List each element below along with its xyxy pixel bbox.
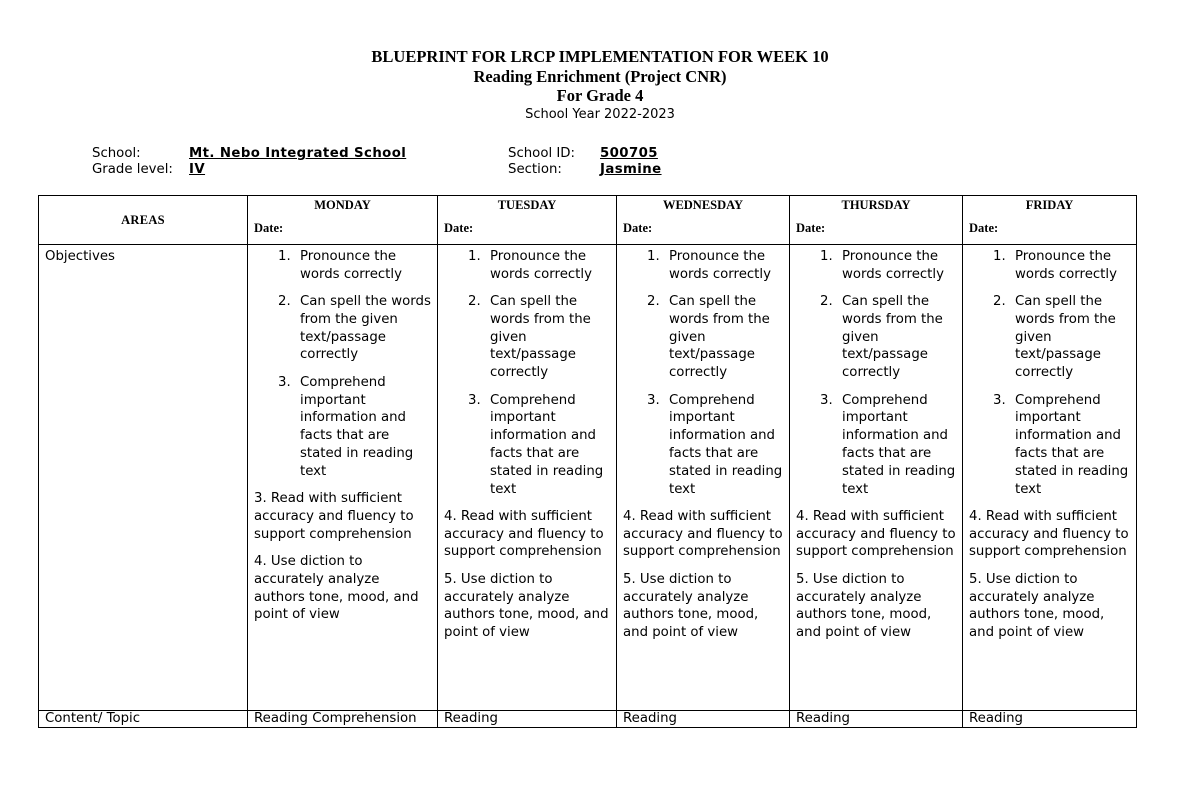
document-title: BLUEPRINT FOR LRCP IMPLEMENTATION FOR WEEK 10 bbox=[371, 47, 829, 66]
objectives-wednesday bbox=[617, 245, 790, 711]
objective-item: 3. Comprehend important information and facts that are stated in reading text bbox=[647, 392, 783, 497]
objective-item: 2. Can spell the words from the given text/passage correctly bbox=[993, 294, 1116, 381]
day-header-monday: MONDAY bbox=[248, 196, 438, 222]
objectives-tuesday bbox=[438, 245, 617, 711]
objective-paragraph: 4. Read with sufficient accuracy and fluency to support comprehension bbox=[623, 508, 783, 560]
objective-item: 1. Pronounce the words correctly bbox=[820, 249, 944, 282]
content-topic-label: Content/ Topic bbox=[39, 711, 248, 728]
day-header-wednesday: WEDNESDAY bbox=[617, 196, 790, 222]
section-label: Section: bbox=[508, 162, 562, 177]
topic-thursday: Reading bbox=[790, 711, 963, 728]
day-header-tuesday: TUESDAY bbox=[438, 196, 617, 222]
document-header bbox=[0, 47, 1200, 123]
day-header-thursday: THURSDAY bbox=[790, 196, 963, 222]
objective-paragraph: 4. Use diction to accurately analyze authors tone, mood, and point of view bbox=[254, 553, 419, 623]
objective-item: 2. Can spell the words from the given text/passage correctly bbox=[468, 294, 591, 381]
content-topic-row bbox=[39, 711, 1137, 728]
school-value: Mt. Nebo Integrated School bbox=[189, 146, 407, 161]
topic-monday: Reading Comprehension bbox=[248, 711, 438, 728]
objective-item: 2. Can spell the words from the given text/passage correctly bbox=[820, 294, 943, 381]
topic-friday: Reading bbox=[963, 711, 1137, 728]
grade-heading: For Grade 4 bbox=[556, 86, 644, 105]
school-label: School: bbox=[92, 146, 141, 161]
objectives-label: Objectives bbox=[39, 245, 248, 711]
objective-paragraph: 5. Use diction to accurately analyze authors tone, mood, and point of view bbox=[969, 571, 1105, 641]
objectives-row bbox=[39, 245, 1137, 711]
objective-item: 3. Comprehend important information and facts that are stated in reading text bbox=[993, 392, 1129, 497]
objective-paragraph: 5. Use diction to accurately analyze authors tone, mood, and point of view bbox=[444, 571, 609, 641]
areas-header: AREAS bbox=[39, 196, 248, 245]
objective-item: 3. Comprehend important information and facts that are stated in reading text bbox=[278, 374, 414, 479]
date-field-tuesday: Date: bbox=[438, 221, 617, 245]
objective-paragraph: 5. Use diction to accurately analyze authors tone, mood, and point of view bbox=[796, 571, 932, 641]
date-field-friday: Date: bbox=[963, 221, 1137, 245]
topic-wednesday: Reading bbox=[617, 711, 790, 728]
objective-item: 3. Comprehend important information and facts that are stated in reading text bbox=[820, 392, 956, 497]
date-field-wednesday: Date: bbox=[617, 221, 790, 245]
document-subtitle: Reading Enrichment (Project CNR) bbox=[473, 66, 727, 86]
objective-item: 1. Pronounce the words correctly bbox=[278, 249, 402, 282]
school-info-right bbox=[508, 146, 662, 178]
date-field-monday: Date: bbox=[248, 221, 438, 245]
date-field-thursday: Date: bbox=[790, 221, 963, 245]
objectives-friday bbox=[963, 245, 1137, 711]
school-year: School Year 2022-2023 bbox=[525, 106, 675, 122]
topic-tuesday: Reading bbox=[438, 711, 617, 728]
section-value: Jasmine bbox=[600, 162, 662, 177]
grade-level-value: IV bbox=[189, 162, 206, 177]
objective-item: 1. Pronounce the words correctly bbox=[647, 249, 771, 282]
grade-level-label: Grade level: bbox=[92, 162, 173, 177]
objective-paragraph: 4. Read with sufficient accuracy and fluency to support comprehension bbox=[969, 508, 1129, 560]
objective-paragraph: 4. Read with sufficient accuracy and fluency to support comprehension bbox=[444, 508, 604, 560]
school-id-label: School ID: bbox=[508, 146, 576, 161]
objectives-thursday bbox=[790, 245, 963, 711]
objective-paragraph: 4. Read with sufficient accuracy and fluency to support comprehension bbox=[796, 508, 956, 560]
school-id-value: 500705 bbox=[600, 146, 658, 161]
objective-paragraph: 3. Read with sufficient accuracy and fluency to support comprehension bbox=[254, 491, 414, 542]
day-header-friday: FRIDAY bbox=[963, 196, 1137, 222]
lesson-plan-table bbox=[38, 195, 1137, 728]
objectives-monday bbox=[248, 245, 438, 711]
objective-item: 2. Can spell the words from the given text/passage correctly bbox=[647, 294, 770, 381]
table-header-row bbox=[39, 196, 1137, 222]
objective-item: 1. Pronounce the words correctly bbox=[468, 249, 592, 282]
school-info-left bbox=[92, 146, 406, 178]
objective-item: 3. Comprehend important information and facts that are stated in reading text bbox=[468, 392, 604, 497]
objective-item: 1. Pronounce the words correctly bbox=[993, 249, 1117, 282]
objective-paragraph: 5. Use diction to accurately analyze authors tone, mood, and point of view bbox=[623, 571, 759, 641]
objective-item: 2. Can spell the words from the given text/passage correctly bbox=[278, 294, 431, 363]
